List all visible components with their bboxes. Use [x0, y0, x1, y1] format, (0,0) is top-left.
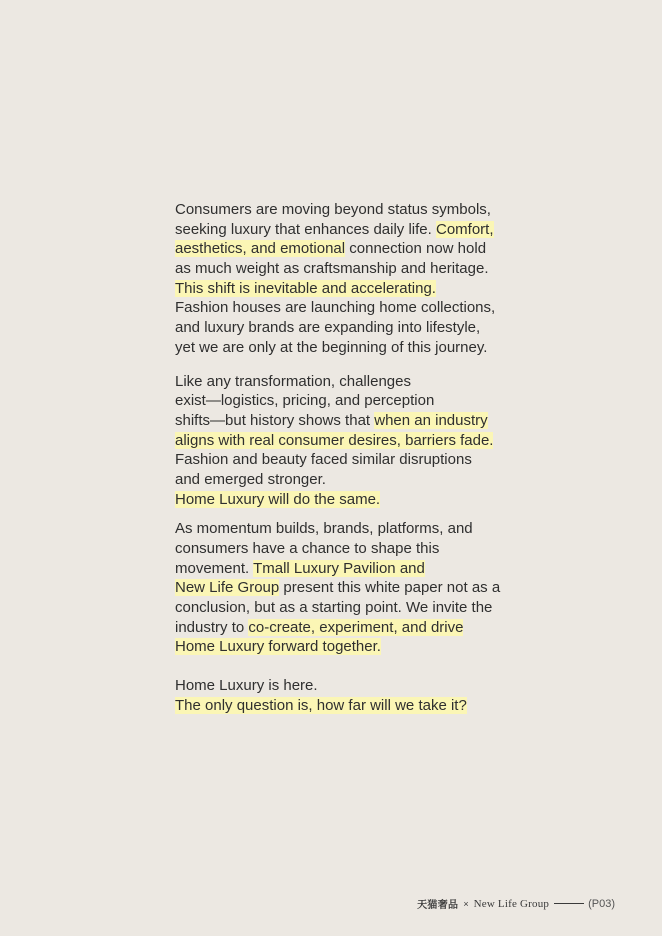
text-line: [175, 490, 505, 510]
paragraph-closing: [175, 676, 505, 715]
body-text: exist—logistics, pricing, and perception: [175, 392, 435, 410]
text-line: [175, 431, 505, 451]
text-line: [175, 372, 505, 392]
body-text: Home Luxury is here.: [175, 677, 318, 695]
body-text: consumers have a chance to shape this: [175, 540, 440, 557]
body-text: and luxury brands are expanding into lifestyle,: [175, 319, 481, 337]
body-text: Fashion houses are launching home collections,: [175, 299, 496, 317]
paragraph-consumer-shift: [175, 200, 505, 358]
body-text: Fashion and beauty faced similar disruptions: [175, 451, 472, 469]
paragraph-challenges: [175, 372, 505, 510]
body-text: As momentum builds, brands, platforms, and: [175, 520, 473, 538]
highlighted-text: when an industry: [374, 411, 488, 429]
highlighted-text: The only question is, how far will we take it?: [175, 696, 467, 714]
highlighted-text: This shift is inevitable and accelerating.: [175, 279, 436, 297]
body-text: movement.: [175, 559, 254, 577]
text-line: [175, 200, 505, 220]
text-line: [175, 637, 505, 657]
page-footer: [417, 896, 615, 911]
text-line: [175, 450, 505, 470]
body-text: Like any transformation, challenges: [175, 372, 411, 390]
text-line: [175, 239, 505, 259]
white-paper-body: [175, 200, 505, 716]
highlighted-text: aligns with real consumer desires, barriers fade.: [175, 431, 494, 449]
text-line: [175, 559, 505, 579]
text-line: [175, 279, 505, 299]
text-line: [175, 259, 505, 279]
text-line: [175, 338, 505, 358]
highlighted-text: New Life Group: [175, 579, 280, 597]
text-line: [175, 676, 505, 696]
body-text: yet we are only at the beginning of this journey.: [175, 338, 488, 356]
text-line: [175, 391, 505, 411]
body-text: Consumers are moving beyond status symbols,: [175, 201, 491, 218]
text-line: [175, 411, 505, 431]
collaboration-separator: ×: [463, 898, 469, 909]
text-line: [175, 318, 505, 338]
body-text: and emerged stronger.: [175, 470, 326, 488]
body-text: present this white paper not as a: [279, 579, 501, 597]
text-line: [175, 578, 505, 598]
text-line: [175, 470, 505, 490]
text-line: [175, 696, 505, 716]
body-text: shifts—but history shows that: [175, 411, 375, 429]
highlighted-text: Tmall Luxury Pavilion and: [253, 559, 425, 577]
text-line: [175, 298, 505, 318]
text-line: [175, 598, 505, 618]
page-number: (P03): [588, 897, 615, 910]
body-text: seeking luxury that enhances daily life.: [175, 220, 436, 238]
text-line: [175, 220, 505, 240]
text-line: [175, 618, 505, 638]
highlighted-text: Comfort,: [435, 220, 494, 238]
body-text: conclusion, but as a starting point. We invite the: [175, 599, 493, 617]
highlighted-text: co-create, experiment, and drive: [248, 618, 464, 636]
highlighted-text: Home Luxury forward together.: [175, 638, 381, 656]
new-life-group-logo: New Life Group: [473, 897, 550, 910]
body-text: as much weight as craftsmanship and heritage.: [175, 260, 489, 278]
body-text: industry to: [175, 618, 249, 636]
text-line: [175, 519, 505, 539]
footer-divider: [554, 903, 584, 904]
text-line: [175, 539, 505, 559]
highlighted-text: aesthetics, and emotional: [175, 240, 346, 258]
paragraph-call-to-action: [175, 519, 505, 657]
highlighted-text: Home Luxury will do the same.: [175, 490, 381, 508]
body-text: connection now hold: [345, 240, 487, 258]
tmall-luxury-logo: 天猫奢品: [417, 900, 459, 911]
